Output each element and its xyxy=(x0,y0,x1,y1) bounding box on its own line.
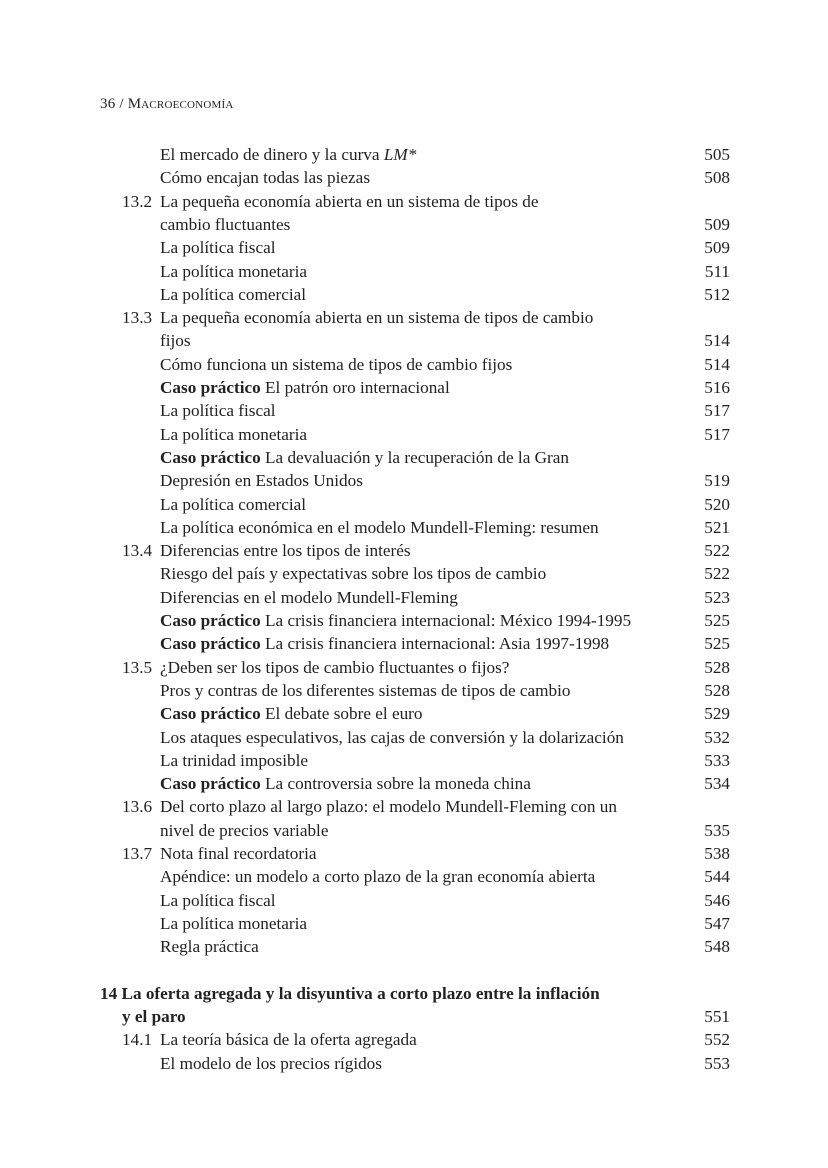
page-number: 525 xyxy=(704,634,730,654)
toc-section-entry xyxy=(0,306,828,329)
entry-text: Apéndice: un modelo a corto plazo de la gran economía abierta xyxy=(160,867,596,887)
section-number: 13.6 xyxy=(122,797,153,817)
section-number: 13.2 xyxy=(122,191,153,211)
entry-text: Regla práctica xyxy=(160,937,259,957)
page-number: 521 xyxy=(704,517,730,537)
entry-title xyxy=(160,446,569,469)
page-number: 529 xyxy=(704,704,730,724)
entry-text: La trinidad imposible xyxy=(160,750,308,770)
toc-entry xyxy=(0,516,828,539)
page-number: 533 xyxy=(704,750,730,770)
page-number: 534 xyxy=(704,774,730,794)
entry-title xyxy=(160,772,531,795)
entry-title xyxy=(100,982,600,1005)
toc-entry xyxy=(0,562,828,585)
toc-chapter-entry xyxy=(0,982,828,1005)
entry-text: El debate sobre el euro xyxy=(260,704,423,724)
entry-title xyxy=(160,539,411,562)
entry-text: La teoría básica de la oferta agregada xyxy=(160,1030,417,1050)
page-number: 544 xyxy=(704,867,730,887)
page-number: 519 xyxy=(704,471,730,491)
entry-text: Cómo encajan todas las piezas xyxy=(160,168,371,188)
entry-title xyxy=(122,1005,186,1028)
entry-title xyxy=(160,702,423,725)
entry-text: nivel de precios variable xyxy=(160,820,329,840)
section-number: 14.1 xyxy=(122,1030,153,1050)
case-study-label: Caso práctico xyxy=(160,611,261,630)
entry-text: Depresión en Estados Unidos xyxy=(160,471,363,491)
entry-title xyxy=(160,586,458,609)
entry-text: Los ataques especulativos, las cajas de conversión y la dolarización xyxy=(160,727,624,747)
toc-entry xyxy=(0,446,828,469)
entry-title xyxy=(160,1052,382,1075)
page-number: 517 xyxy=(704,424,730,444)
toc-entry xyxy=(0,772,828,795)
entry-text: La política monetaria xyxy=(160,424,307,444)
toc-entry xyxy=(0,889,828,912)
page-number: 547 xyxy=(704,913,730,933)
section-number: 13.7 xyxy=(122,844,153,863)
entry-title xyxy=(160,306,593,329)
toc-entry xyxy=(0,679,828,702)
entry-title xyxy=(160,329,191,352)
page-number: 514 xyxy=(704,354,730,374)
page-number: 552 xyxy=(704,1030,730,1050)
entry-title xyxy=(160,469,363,492)
entry-title xyxy=(160,912,307,935)
section-number: 13.5 xyxy=(122,657,153,677)
entry-title xyxy=(160,399,276,422)
toc-entry xyxy=(0,865,828,888)
toc-entry xyxy=(0,819,828,842)
toc-entry xyxy=(0,935,828,958)
toc-entry xyxy=(0,469,828,492)
entry-text: La crisis financiera internacional: Asia 1997-1998 xyxy=(260,634,610,654)
toc-entry xyxy=(0,1052,828,1075)
case-study-label: Caso práctico xyxy=(160,634,261,654)
entry-title xyxy=(160,935,259,958)
page-number: 553 xyxy=(704,1053,730,1073)
case-study-label: Caso práctico xyxy=(160,774,261,794)
entry-title xyxy=(160,749,308,772)
page-number: 538 xyxy=(704,844,730,863)
entry-text: La pequeña economía abierta en un sistema de tipos de cambio xyxy=(160,308,594,328)
header-separator: / xyxy=(115,96,128,112)
toc-section-entry xyxy=(0,539,828,562)
entry-title xyxy=(160,423,307,446)
entry-title xyxy=(160,842,317,865)
entry-title xyxy=(160,493,306,516)
entry-text: ¿Deben ser los tipos de cambio fluctuantes o fijos? xyxy=(160,657,510,677)
entry-title xyxy=(160,1028,417,1051)
entry-title xyxy=(160,795,617,818)
entry-title xyxy=(160,679,571,702)
toc-section-entry xyxy=(0,795,828,818)
entry-title xyxy=(160,213,290,236)
entry-text: La controversia sobre la moneda china xyxy=(260,774,531,794)
entry-text: Diferencias entre los tipos de interés xyxy=(160,541,411,561)
entry-title xyxy=(160,819,328,842)
toc-entry xyxy=(0,912,828,935)
toc-section-entry xyxy=(0,656,828,679)
page-number: 512 xyxy=(704,284,730,304)
entry-text: El patrón oro internacional xyxy=(260,378,450,397)
page-number: 511 xyxy=(704,261,730,281)
page-number: 508 xyxy=(704,168,730,188)
page-number: 528 xyxy=(704,680,730,700)
toc-entry xyxy=(0,632,828,655)
page-number: 528 xyxy=(704,657,730,677)
page-number: 522 xyxy=(704,541,730,561)
case-study-label: Caso práctico xyxy=(160,704,261,724)
entry-text: La devaluación y la recuperación de la Gran xyxy=(260,447,569,467)
entry-text: La política fiscal xyxy=(160,238,276,258)
page-number: 514 xyxy=(704,331,730,351)
page-number: 517 xyxy=(704,401,730,421)
toc-entry xyxy=(0,586,828,609)
entry-text: La crisis financiera internacional: México 1994-1995 xyxy=(260,611,632,630)
header-page-number: 36 xyxy=(100,96,116,112)
entry-text: fijos xyxy=(160,331,191,351)
entry-text: La política comercial xyxy=(160,494,307,514)
toc-section-entry xyxy=(0,190,828,213)
toc-entry xyxy=(0,329,828,352)
entry-title xyxy=(160,726,624,749)
running-header xyxy=(100,96,233,113)
page-number: 522 xyxy=(704,564,730,584)
entry-text: El mercado de dinero y la curva xyxy=(160,145,384,164)
case-study-label: Caso práctico xyxy=(160,447,261,467)
toc-section-entry xyxy=(0,1028,828,1051)
entry-italic-text: LM* xyxy=(383,145,417,164)
toc-entry xyxy=(0,260,828,283)
entry-text: La política fiscal xyxy=(160,890,276,910)
entry-text: La pequeña economía abierta en un sistema de tipos de xyxy=(160,191,539,211)
entry-text: La política monetaria xyxy=(160,913,307,933)
entry-title xyxy=(160,376,450,399)
page-number: 525 xyxy=(704,611,730,630)
entry-title xyxy=(160,516,599,539)
entry-text: Pros y contras de los diferentes sistemas de tipos de cambio xyxy=(160,680,571,700)
page-number: 535 xyxy=(704,820,730,840)
case-study-label: Caso práctico xyxy=(160,378,261,397)
page-number: 520 xyxy=(704,494,730,514)
entry-text: Del corto plazo al largo plazo: el modelo Mundell-Fleming con un xyxy=(160,797,617,817)
toc-entry xyxy=(0,376,828,399)
toc-entry xyxy=(0,213,828,236)
toc-entry xyxy=(0,702,828,725)
page-number: 548 xyxy=(704,937,730,957)
entry-text: Riesgo del país y expectativas sobre los tipos de cambio xyxy=(160,564,547,584)
entry-title xyxy=(160,283,306,306)
entry-text: Diferencias en el modelo Mundell-Fleming xyxy=(160,587,458,607)
toc-entry xyxy=(0,143,828,166)
toc-entry xyxy=(0,493,828,516)
entry-text: cambio fluctuantes xyxy=(160,214,291,234)
toc-entry xyxy=(0,749,828,772)
toc-entry xyxy=(0,726,828,749)
entry-title xyxy=(160,143,416,166)
toc-entry xyxy=(0,609,828,632)
page-number: 516 xyxy=(704,378,730,397)
toc-entry xyxy=(0,283,828,306)
entry-title xyxy=(160,656,509,679)
toc-entry xyxy=(0,423,828,446)
toc-entry xyxy=(0,166,828,189)
entry-text: La política comercial xyxy=(160,284,307,304)
toc-section-entry xyxy=(0,842,828,865)
entry-title xyxy=(160,632,609,655)
page-number: 532 xyxy=(704,727,730,747)
entry-title xyxy=(160,190,538,213)
toc-entry xyxy=(0,353,828,376)
entry-title xyxy=(160,236,276,259)
entry-text: Cómo funciona un sistema de tipos de cambio fijos xyxy=(160,354,513,374)
page-number: 523 xyxy=(704,587,730,607)
entry-text: La política monetaria xyxy=(160,261,307,281)
page-number: 551 xyxy=(704,1007,730,1027)
entry-title xyxy=(160,562,546,585)
page-number: 509 xyxy=(704,214,730,234)
entry-title xyxy=(160,865,595,888)
section-number: 13.4 xyxy=(122,541,153,561)
entry-title xyxy=(160,889,276,912)
entry-text: La política fiscal xyxy=(160,401,276,421)
entry-text: 14 La oferta agregada y la disyuntiva a corto plazo entre la inflación xyxy=(100,983,600,1003)
toc-entry xyxy=(0,399,828,422)
toc-entry xyxy=(0,236,828,259)
entry-title xyxy=(160,609,631,632)
section-number: 13.3 xyxy=(122,308,153,328)
entry-title xyxy=(160,353,512,376)
entry-title xyxy=(160,260,307,283)
entry-text: La política económica en el modelo Mundell-Fleming: resumen xyxy=(160,517,599,537)
toc-chapter-entry xyxy=(0,1005,828,1028)
entry-title xyxy=(160,166,370,189)
page-number: 509 xyxy=(704,238,730,258)
page-number: 546 xyxy=(704,890,730,910)
header-book-title: Macroeconomía xyxy=(127,96,234,112)
entry-text: El modelo de los precios rígidos xyxy=(160,1053,382,1073)
entry-text: y el paro xyxy=(122,1007,186,1027)
page-number: 505 xyxy=(704,145,730,164)
entry-text: Nota final recordatoria xyxy=(160,844,317,863)
